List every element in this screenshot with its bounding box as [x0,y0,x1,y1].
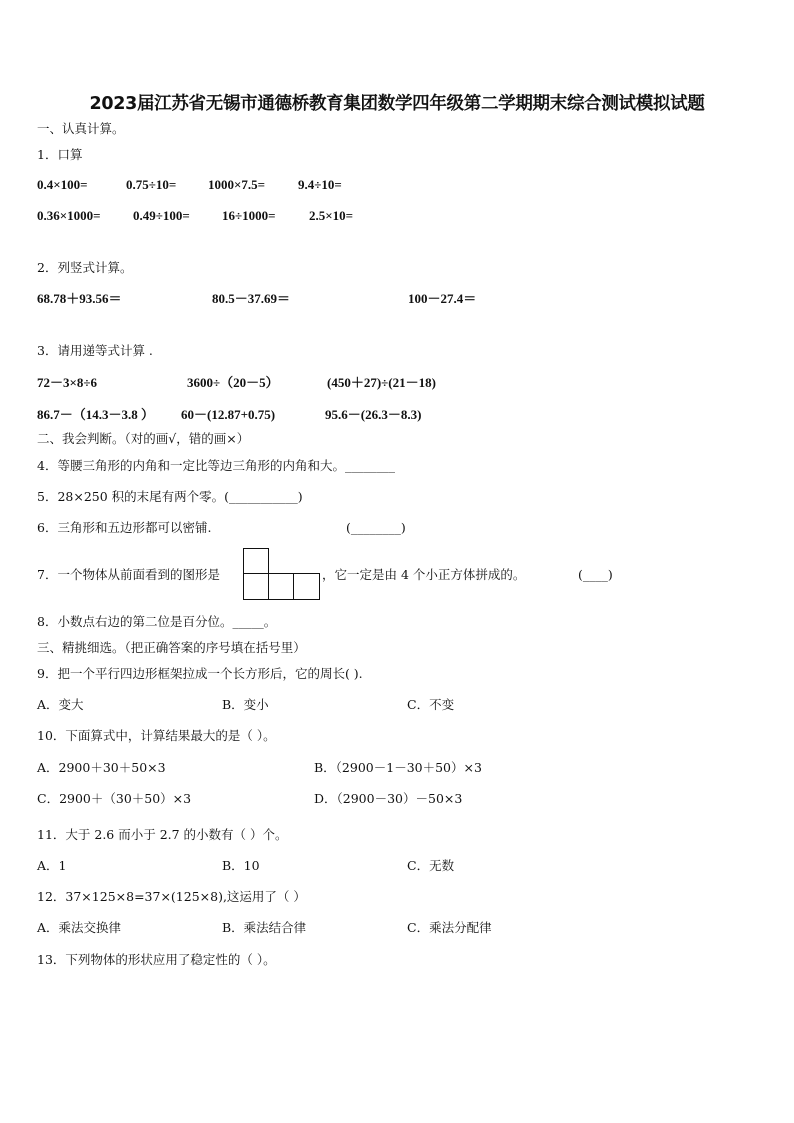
q6-text: 6．三角形和五边形都可以密铺. [37,520,212,535]
q5-text: 5．28×250 积的末尾有两个零。(___________) [37,489,303,504]
q11-option-b[interactable]: B．10 [222,858,260,873]
q9-option-b[interactable]: B．变小 [222,697,269,712]
q10-option-a[interactable]: A．2900＋30＋50×3 [37,760,166,775]
q12-option-c[interactable]: C．乘法分配律 [407,920,492,935]
q1-item: 0.75÷10= [126,177,177,192]
q11-option-c[interactable]: C．无数 [407,858,455,873]
q3-item: 72－3×8÷6 [37,375,98,390]
q10-stem: 10．下面算式中，计算结果最大的是（ ）。 [37,728,276,743]
q6-answer-blank[interactable]: (________) [346,520,406,535]
q7-answer-blank[interactable]: (____) [578,567,613,582]
q1-item: 0.4×100= [37,177,88,192]
q2-item: 68.78＋93.56＝ [37,291,122,306]
q1-item: 9.4÷10= [298,177,342,192]
q9-stem: 9．把一个平行四边形框架拉成一个长方形后，它的周长( ). [37,666,363,681]
q4-text: 4．等腰三角形的内角和一定比等边三角形的内角和大。________ [37,458,395,473]
q7-prefix: 7．一个物体从前面看到的图形是 [37,567,220,582]
q12-stem: 12．37×125×8=37×(125×8),这运用了（ ） [37,889,306,904]
q1-item: 16÷1000= [222,208,276,223]
q10-option-b[interactable]: B．（2900－1－30＋50）×3 [314,760,482,775]
q11-stem: 11．大于 2.6 而小于 2.7 的小数有（ ）个。 [37,827,288,842]
page-title: 2023届江苏省无锡市通德桥教育集团数学四年级第二学期期末综合测试模拟试题 [89,94,705,114]
section1-heading: 一、认真计算。 [37,121,125,136]
q3-label: 3．请用递等式计算 . [37,343,153,358]
q10-option-c[interactable]: C．2900＋（30＋50）×3 [37,791,192,806]
cube-square [244,574,269,600]
q2-label: 2．列竖式计算。 [37,260,133,275]
cube-square [269,574,294,600]
q2-item: 80.5－37.69＝ [212,291,291,306]
q1-item: 0.36×1000= [37,208,101,223]
cube-square [294,574,320,600]
q11-option-a[interactable]: A．1 [37,858,67,873]
q9-option-a[interactable]: A．变大 [37,697,84,712]
q9-option-c[interactable]: C．不变 [407,697,455,712]
q8-text: 8．小数点右边的第二位是百分位。_____。 [37,614,277,629]
q1-item: 0.49÷100= [133,208,190,223]
q3-item: 3600÷（20－5） [187,375,279,390]
cube-square [244,549,269,574]
cube-front-view-figure [243,548,321,602]
q3-item: 95.6－(26.3－8.3) [325,407,422,422]
q2-item: 100－27.4＝ [408,291,477,306]
q1-label: 1．口算 [37,147,83,162]
q10-option-d[interactable]: D．（2900－30）－50×3 [314,791,463,806]
q1-item: 1000×7.5= [208,177,266,192]
q1-item: 2.5×10= [309,208,354,223]
q13-stem: 13．下列物体的形状应用了稳定性的（ ）。 [37,952,276,967]
section3-heading: 三、精挑细选。（把正确答案的序号填在括号里） [37,640,306,655]
q3-item: (450＋27)÷(21－18) [327,375,436,390]
q3-item: 86.7－（14.3－3.8 ） [37,407,155,422]
q7-suffix: ，它一定是由 4 个小正方体拼成的。 [322,567,526,582]
q3-item: 60－(12.87+0.75) [181,407,276,422]
q12-option-a[interactable]: A．乘法交换律 [37,920,122,935]
section2-heading: 二、我会判断。（对的画√，错的画×） [37,431,250,446]
q12-option-b[interactable]: B．乘法结合律 [222,920,307,935]
